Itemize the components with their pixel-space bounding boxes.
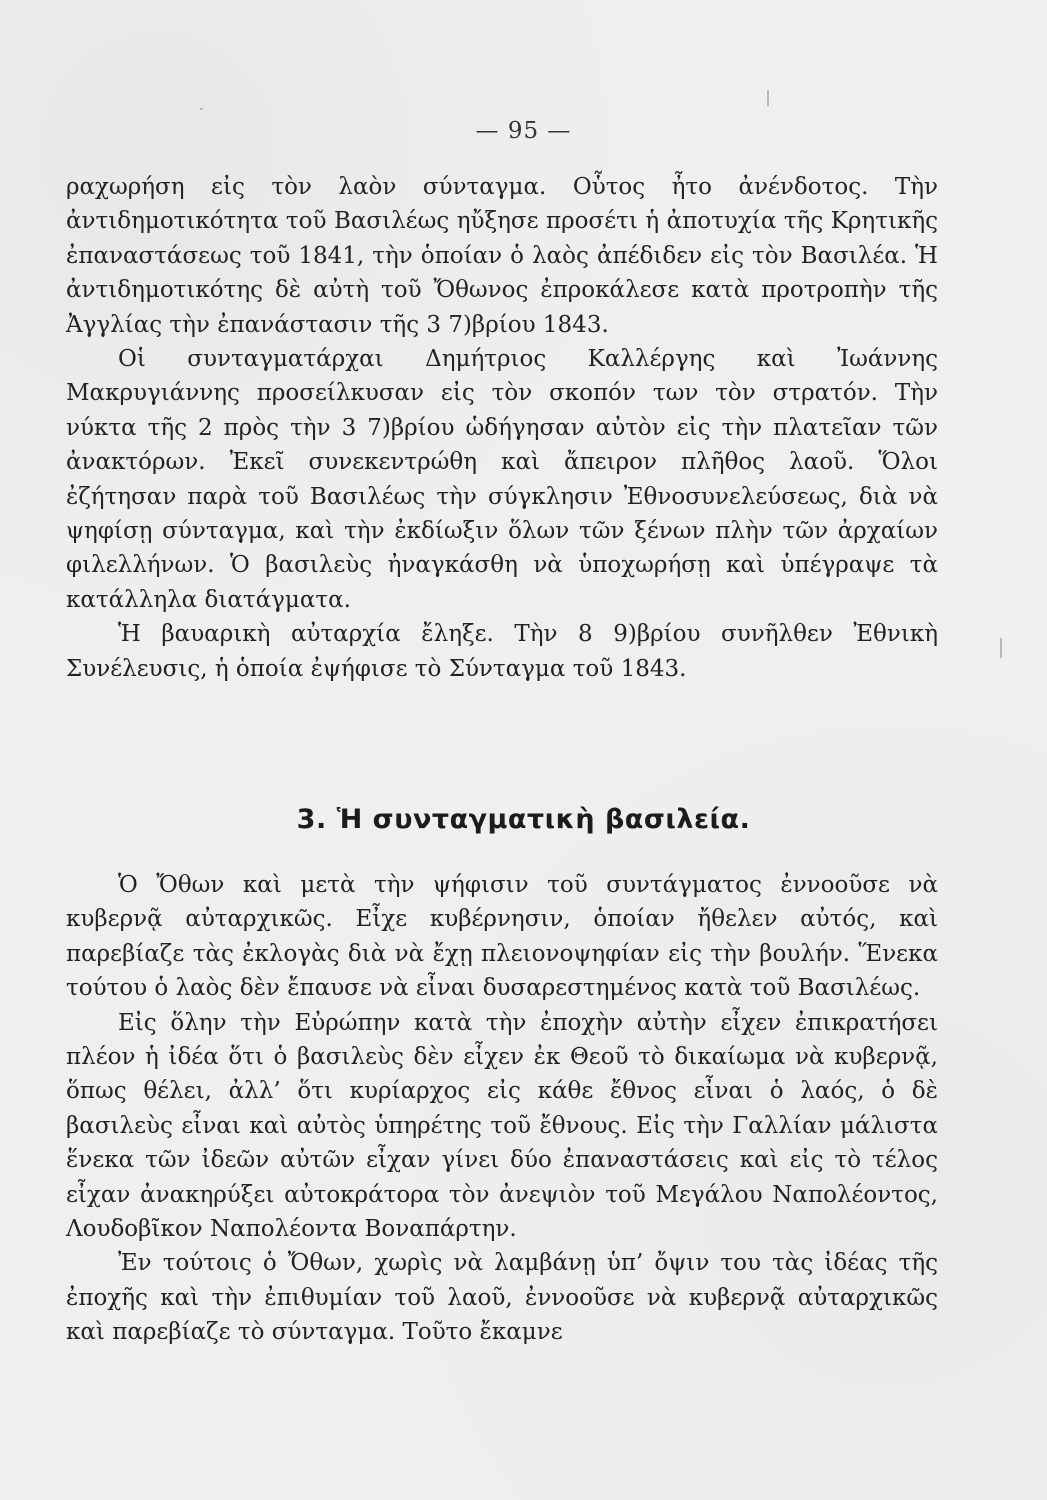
paragraph-6: Ἐν τούτοις ὁ Ὄθων, χωρὶς νὰ λαμβάνῃ ὑπ’ ὄψιν του τὰς ἰδέας τῆς ἐποχῆς καὶ τὴν ἐπιθυμίαν τοῦ λαοῦ, ἐννοοῦσε νὰ κυβερνᾷ αὐταρχικῶς καὶ παρεβίαζε τὸ σύνταγμα. Τοῦτο ἔκαμνε bbox=[66, 1250, 938, 1346]
paragraph-4: Ὁ Ὄθων καὶ μετὰ τὴν ψήφισιν τοῦ συντάγματος ἐννοοῦσε νὰ κυβερνᾷ αὐταρχικῶς. Εἶχε κυβέρνησιν, ὁποίαν ἤθελεν αὐτός, καὶ παρεβίαζε τὰς ἐκλογὰς διὰ νὰ ἔχῃ πλειονοψηφίαν εἰς τὴν βουλήν. Ἕνεκα τούτου ὁ λαὸς δὲν ἔπαυσε νὰ εἶναι δυσαρεστημένος κατὰ τοῦ Βασιλέως. bbox=[66, 872, 938, 1002]
paper-speck bbox=[1000, 638, 1002, 658]
bottom-text-section bbox=[66, 868, 938, 1350]
paragraph-1: ραχωρήση εἰς τὸν λαὸν σύνταγμα. Οὗτος ἦτο ἀνένδοτος. Τὴν ἀντιδημοτικότητα τοῦ Βασιλέως ηὔξησε προσέτι ἡ ἀποτυχία τῆς Κρητικῆς ἐπαναστάσεως τοῦ 1841, τὴν ὁποίαν ὁ λαὸς ἀπέδιδεν εἰς τὸν Βασιλέα. Ἡ ἀντιδημοτικότης δὲ αὐτὴ τοῦ Ὄθωνος ἐπροκάλεσε κατὰ προτροπὴν τῆς Ἀγγλίας τὴν ἐπανάστασιν τῆς 3 7)βρίου 1843. bbox=[66, 174, 938, 338]
paper-speck bbox=[767, 90, 769, 106]
paragraph-3: Ἡ βαυαρικὴ αὐταρχία ἔληξε. Τὴν 8 9)βρίου συνῆλθεν Ἐθνικὴ Συνέλευσις, ἡ ὁποία ἐψήφισε τὸ Σύνταγμα τοῦ 1843. bbox=[66, 621, 938, 682]
paragraph-2: Οἱ συνταγματάρχαι Δημήτριος Καλλέργης καὶ Ἰωάννης Μακρυγιάννης προσείλκυσαν εἰς τὸν σκοπόν των τὸν στρατόν. Τὴν νύκτα τῆς 2 πρὸς τὴν 3 7)βρίου ὡδήγησαν αὐτὸν εἰς τὴν πλατεῖαν τῶν ἀνακτόρων. Ἐκεῖ συνεκεντρώθη καὶ ἄπειρον πλῆθος λαοῦ. Ὅλοι ἐζήτησαν παρὰ τοῦ Βασιλέως τὴν σύγκλησιν Ἐθνοσυνελεύσεως, διὰ νὰ ψηφίσῃ σύνταγμα, καὶ τὴν ἐκδίωξιν ὅλων τῶν ξένων πλὴν τῶν ἀρχαίων φιλελλήνων. Ὁ βασιλεὺς ἠναγκάσθη νὰ ὑποχωρήσῃ καὶ ὑπέγραψε τὰ κατάλληλα διατάγματα. bbox=[66, 346, 938, 613]
section-heading: 3. Ἡ συνταγματικὴ βασιλεία. bbox=[296, 804, 751, 835]
top-text-section bbox=[66, 170, 938, 686]
paragraph-5: Εἰς ὅλην τὴν Εὐρώπην κατὰ τὴν ἐποχὴν αὐτὴν εἶχεν ἐπικρατήσει πλέον ἡ ἰδέα ὅτι ὁ βασιλεὺς δὲν εἶχεν ἐκ Θεοῦ τὸ δικαίωμα νὰ κυβερνᾷ, ὅπως θέλει, ἀλλ’ ὅτι κυρίαρχος εἰς κάθε ἔθνος εἶναι ὁ λαός, ὁ δὲ βασιλεὺς εἶναι καὶ αὐτὸς ὑπηρέτης τοῦ ἔθνους. Εἰς τὴν Γαλλίαν μάλιστα ἕνεκα τῶν ἰδεῶν αὐτῶν εἶχαν γίνει δύο ἐπαναστάσεις καὶ εἰς τὸ τέλος εἶχαν ἀνακηρύξει αὐτοκράτορα τὸν ἀνεψιὸν τοῦ Μεγάλου Ναπολέοντος, Λουδοβῖκον Ναπολέοντα Βοναπάρτην. bbox=[66, 1009, 938, 1243]
paper-speck bbox=[200, 108, 203, 110]
page-number: — 95 — bbox=[475, 118, 572, 144]
